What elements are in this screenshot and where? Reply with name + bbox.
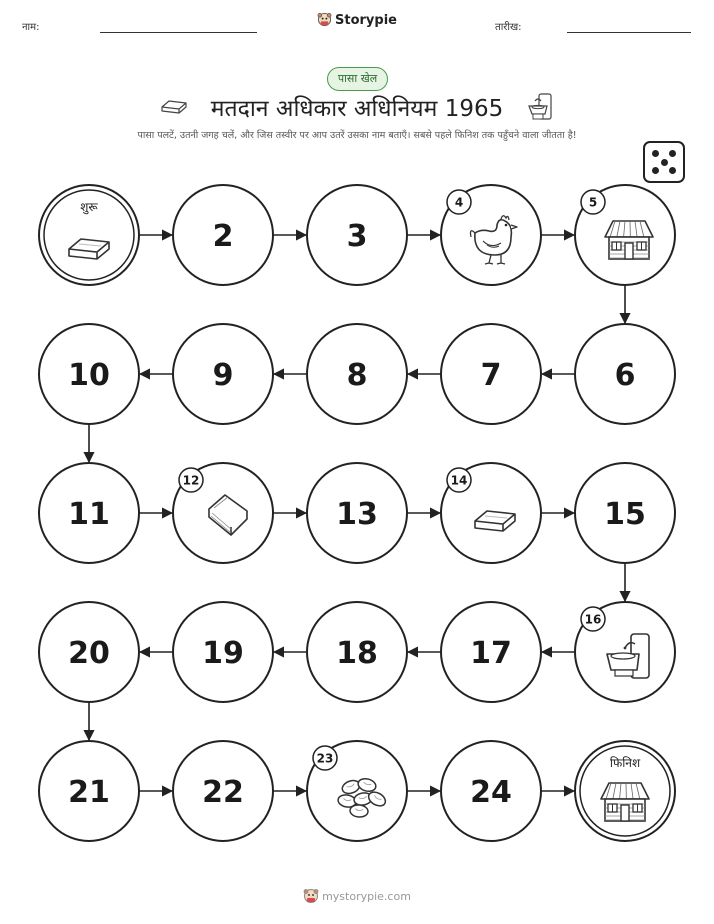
finish-space [575,741,675,841]
space-number: 21 [68,775,110,810]
board-space-21 [39,741,139,841]
board-space-23 [307,741,407,841]
board-space-14 [441,463,541,563]
page-title: मतदान अधिकार अधिनियम 1965 [210,96,504,122]
space-number: 9 [212,358,234,393]
house-icon [601,783,649,821]
footer [0,888,714,907]
space-number: 3 [346,219,368,254]
space-number: 22 [202,775,244,810]
board-space-18 [307,602,407,702]
board-space-19 [173,602,273,702]
space-number: 15 [604,497,646,532]
mascot-icon [303,888,319,907]
board-space-15 [575,463,675,563]
board-space-5 [575,185,675,285]
game-type-badge: पासा खेल [327,67,388,91]
board-space-10 [39,324,139,424]
house-icon [605,221,653,259]
space-number: 20 [68,636,110,671]
name-label: नाम: [22,22,40,33]
start-space [39,185,139,285]
board-space-22 [173,741,273,841]
board-space-11 [39,463,139,563]
board-space-9 [173,324,273,424]
space-number: 2 [212,219,234,254]
space-number: 18 [336,636,378,671]
board-space-16 [575,602,675,702]
space-number: 7 [480,358,502,393]
instructions-text: पासा पलटें, उतनी जगह चलें, और जिस तस्वीर पर आप उतरें उसका नाम बताएँ। सबसे पहले फिनिश तक पहुँचने वाला जीतता है! [137,130,577,141]
space-number: 8 [346,358,368,393]
board-space-6 [575,324,675,424]
space-number: 19 [202,636,244,671]
board-space-4 [441,185,541,285]
board-space-13 [307,463,407,563]
space-number: 23 [316,751,334,766]
space-number: 13 [336,497,378,532]
space-number: 4 [454,195,464,210]
board-space-24 [441,741,541,841]
brand-name: Storypie [335,13,397,28]
board-space-17 [441,602,541,702]
space-number: 14 [450,473,468,488]
start-label: शुरू [80,200,98,214]
board-space-7 [441,324,541,424]
space-number: 11 [68,497,110,532]
board-space-2 [173,185,273,285]
footer-url: mystorypie.com [322,890,411,903]
board-space-20 [39,602,139,702]
space-number: 10 [68,358,110,393]
space-number: 5 [588,195,598,210]
space-number: 16 [584,612,602,627]
finish-label: फिनिश [609,756,641,770]
board-space-12 [173,463,273,563]
board-space-8 [307,324,407,424]
space-number: 17 [470,636,512,671]
space-number: 6 [614,358,636,393]
board-space-3 [307,185,407,285]
date-label: तारीख: [495,22,522,33]
space-number: 24 [470,775,512,810]
space-number: 12 [182,473,200,488]
